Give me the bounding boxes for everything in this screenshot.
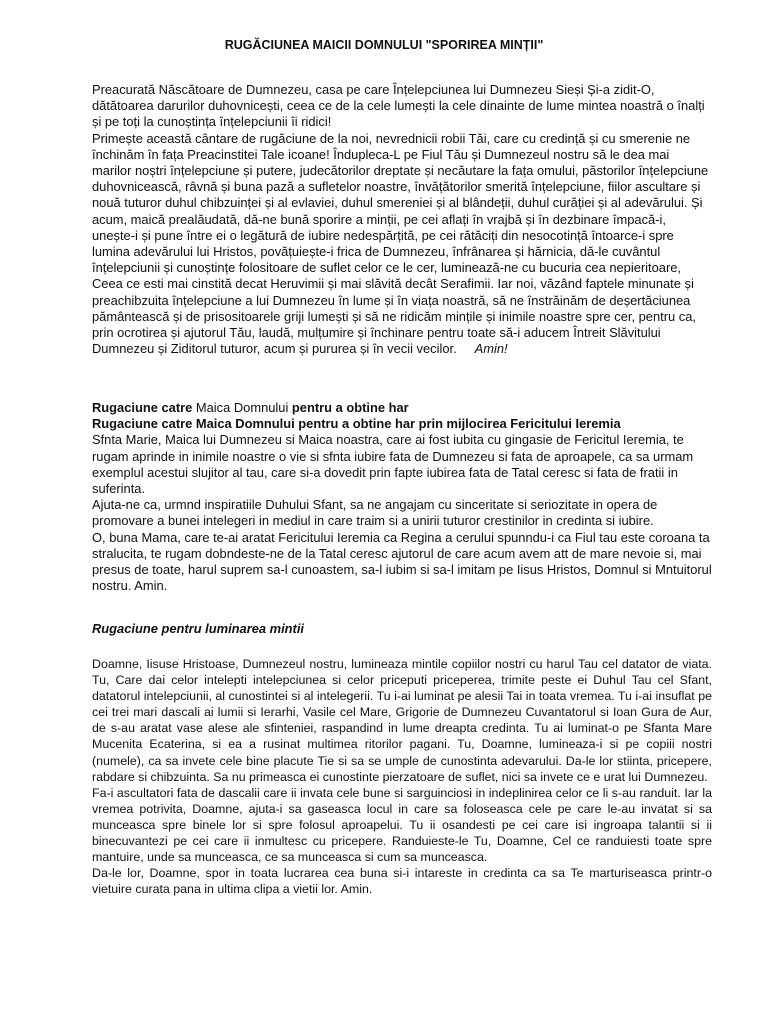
section-heading-2: Rugaciune catre Maica Domnului pentru a obtine har prin mijlocirea Fericitului Ieremia <box>92 416 621 432</box>
paragraph: Da-le lor, Doamne, spor in toata lucrarea cea buna si-i intareste in credinta ca sa Te marturiseasca printr-o vietuire curata pana in ultima clipa a vietii lor. Amin. <box>92 866 712 897</box>
amin-closing: Amin! <box>474 341 508 357</box>
paragraph: Doamne, Iisuse Hristoase, Dumnezeul nostru, lumineaza mintile copiilor nostri cu harul Tau cel datator de viata. Tu, Care dai celor intelepti intelepciunea si celor priceputi priceperea, trimite peste ei Duhul Tau cel Sfant, datatorul intelepciunii, al cunostintei si al intelegerii. Tu i-ai luminat pe alesii Tai in toata vremea. Tu i-ai insuflat pe cei trei mari dascali ai lumii si Ierarhi, Vasile cel Mare, Grigorie de Dumnezeu Cuvantatorul si Ioan Gura de Aur, de s-au aratat vase alese ale sfinteniei, raspandind in lume dreapta credinta. Tu ai luminat-o pe Sfanta Mare Mucenita Ecaterina, si ea a rusinat multimea ritorilor pagani. Tu, Doamne, lumineaza-i si pe copiii nostri (numele), ca sa invete cele bine placute Tie si sa se umple de cunostinta adevarului. Da-le lor stiinta, pricepere, rabdare si chibzuinta. Sa nu primeasca ei cunostinte pierzatoare de suflet, nici sa invete ce e urat lui Dumnezeu. <box>92 657 712 784</box>
document-title: RUGĂCIUNEA MAICII DOMNULUI "SPORIREA MINȚII" <box>224 38 544 52</box>
paragraph-with-amin <box>92 131 712 358</box>
heading-bold-part: Rugaciune catre <box>92 400 193 415</box>
paragraph-text: Primește această cântare de rugăciune de la noi, nevrednicii robii Tăi, care cu credință și cu smerenie ne închinăm în fața Preacinstitei Tale icoane! Îndupleca-L pe Fiul Tău și Dumnezeul nostru să le dea mai marilor noștri înțelepciune și putere, judecătorilor dreptate și necăutare la fața omului, păstorilor înțelepciune duhovnicească, râvnă și buna pază a sufletelor noastre, învățătorilor smerită înțelepciune, fiilor ascultare și nouă tuturor duhul chibzuinței și al evlaviei, duhul smereniei și al blândeții, duhul curăției și al adevărului. Și acum, maică prealăudată, dă-ne bună sporire a minții, pe cei aflați în vrajbă și în dezbinare împacă-i, unește-i și pune între ei o legătură de iubire nedespărțită, pe cei rătăciți din nesocotință întoarce-i spre lumina adevărului lui Hristos, povățuiește-i frica de Dumnezeu, înfrânarea și hărnicia, dă-le cuvântul înțelepciunii și cunoștințe folositoare de suflet celor ce le cer, luminează-ne cu bucuria cea nepieritoare, Ceea ce esti mai cinstită decat Heruvimii și mai slăvită decât Serafimii. Iar noi, văzând faptele minunate și preachibzuita înțelepciune a lui Dumnezeu în lume și în viața noastră, să ne înstrăinăm de deșertăciunea pământească și de prisositoarele griji lumești și să ne ridicăm mințile și inimile noastre spre cer, pentru ca, prin ocrotirea și ajutorul Tău, laudă, mulțumire și închinare pentru toate să-i aducem Întreit Slăvitului Dumnezeu și Ziditorul tuturor, acum și pururea și în vecii vecilor. <box>92 130 709 357</box>
heading-plain-part: Maica Domnului <box>195 400 289 415</box>
section-heading-1 <box>92 400 712 416</box>
section-heading-luminarea-mintii: Rugaciune pentru luminarea mintii <box>92 621 305 636</box>
paragraph: Sfnta Marie, Maica lui Dumnezeu si Maica noastra, care ai fost iubita cu gingasie de Fericitul Ieremia, te rugam aprinde in inimile noastre o vie si sfnta iubire fata de Dumnezeu si fata de aproapele, ca sa urmam exemplul acestui slujitor al tau, care si-a dovedit prin fapte iubirea fata de Tatal ceresc si fata de fratii in suferinta. <box>92 432 694 497</box>
prayer-section-fericitul-ieremia <box>92 400 712 594</box>
prayer-section-luminarea-mintii <box>92 656 712 897</box>
paragraph: Preacurată Născătoare de Dumnezeu, casa pe care Înțelepciunea lui Dumnezeu Sieși Și-a zidit-O, dătătoarea darurilor duhovnicești, ceea ce de la cele lumești la cele dinainte de lume mintea noastră o înalți și pe toți la cunoștința înțelepciunii îi ridici! <box>92 82 705 130</box>
heading-bold-part: pentru a obtine har <box>291 400 409 415</box>
paragraph: Fa-i ascultatori fata de dascalii care ii invata cele bune si sarguinciosi in indeplinirea celor ce li s-au randuit. Iar la vremea potrivita, Doamne, ajuta-i sa gaseasca locul in care sa foloseasca cele pe care le-au invatat si sa munceasca spre binele lor si spre folosul aproapelui. Tu ii osandesti pe cei care isi ingroapa talantii si ii binecuvantezi pe cei care ii inmultesc cu pricepere. Randuieste-le Tu, Doamne, Cel ce randuiesti toate spre mantuire, unde sa munceasca, ce sa munceasca si cum sa munceasca. <box>92 785 712 865</box>
paragraph: O, buna Mama, care te-ai aratat Fericitului Ieremia ca Regina a cerului spunndu-i ca Fiul tau este coroana ta stralucita, te rugam dobndeste-ne de la Tatal ceresc ajutorul de care acum avem att de mare nevoie si, mai presus de toate, harul suprem sa-l cunoastem, sa-l iubim si sa-l imitam pe Iisus Hristos, Domnul si Mntuitorul nostru. Amin. <box>92 529 712 594</box>
prayer-section-sporirea-mintii <box>92 82 712 357</box>
paragraph: Ajuta-ne ca, urmnd inspiratiile Duhului Sfant, sa ne angajam cu sinceritate si seriozitate in opera de promovare a bunei intelegeri in mediul in care traim si a unirii tuturor crestinilor in credinta si iubire. <box>92 497 658 529</box>
